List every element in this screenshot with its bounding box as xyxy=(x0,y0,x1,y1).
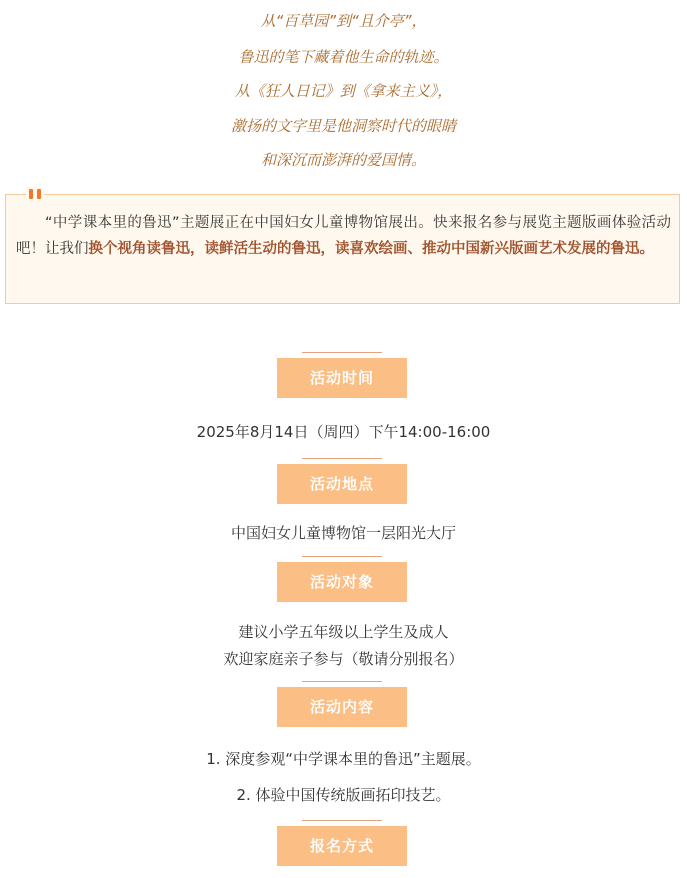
poem-line: 激扬的文字里是他洞察时代的眼睛 xyxy=(230,117,456,135)
audience-line: 建议小学五年级以上学生及成人 xyxy=(238,623,449,641)
section-heading-audience xyxy=(277,556,407,602)
content-line: 1. 深度参观“中学课本里的鲁迅”主题展。 xyxy=(206,750,481,768)
divider xyxy=(302,352,382,353)
divider xyxy=(302,681,382,682)
poem-line: 从“百草园”到“且介亭”， xyxy=(260,12,427,30)
divider xyxy=(302,458,382,459)
section-heading-place xyxy=(277,458,407,504)
intro-highlight-text: 换个视角读鲁迅，读鲜活生动的鲁迅，读喜欢绘画、推动中国新兴版画艺术发展的鲁迅。 xyxy=(88,241,654,257)
quote-icon xyxy=(26,187,44,201)
section-heading-signup xyxy=(277,820,407,866)
event-time: 2025年8月14日（周四）下午14:00-16:00 xyxy=(196,423,491,441)
event-place: 中国妇女儿童博物馆一层阳光大厅 xyxy=(230,524,456,542)
intro-box xyxy=(5,194,680,304)
section-heading-time xyxy=(277,352,407,398)
content-line: 2. 体验中国传统版画拓印技艺。 xyxy=(236,786,451,804)
divider xyxy=(302,820,382,821)
intro-text xyxy=(16,210,671,262)
poem-line: 从《狂人日记》到《拿来主义》， xyxy=(234,82,453,100)
section-badge: 报名方式 xyxy=(277,826,407,866)
section-heading-content xyxy=(277,681,407,727)
poem-line: 鲁迅的笔下藏着他生命的轨迹。 xyxy=(238,48,449,66)
divider xyxy=(302,556,382,557)
poem-line: 和深沉而澎湃的爱国情。 xyxy=(260,151,426,169)
audience-line: 欢迎家庭亲子参与（敬请分别报名） xyxy=(223,650,464,668)
intro-plain-text: “中学课本里的鲁迅”主题展正在中国妇女儿童博物馆展出。快来报名参与展览主题版画体验活动吧！让我们 xyxy=(16,215,671,257)
section-badge: 活动对象 xyxy=(277,562,407,602)
section-badge: 活动时间 xyxy=(277,358,407,398)
section-badge: 活动地点 xyxy=(277,464,407,504)
section-badge: 活动内容 xyxy=(277,687,407,727)
